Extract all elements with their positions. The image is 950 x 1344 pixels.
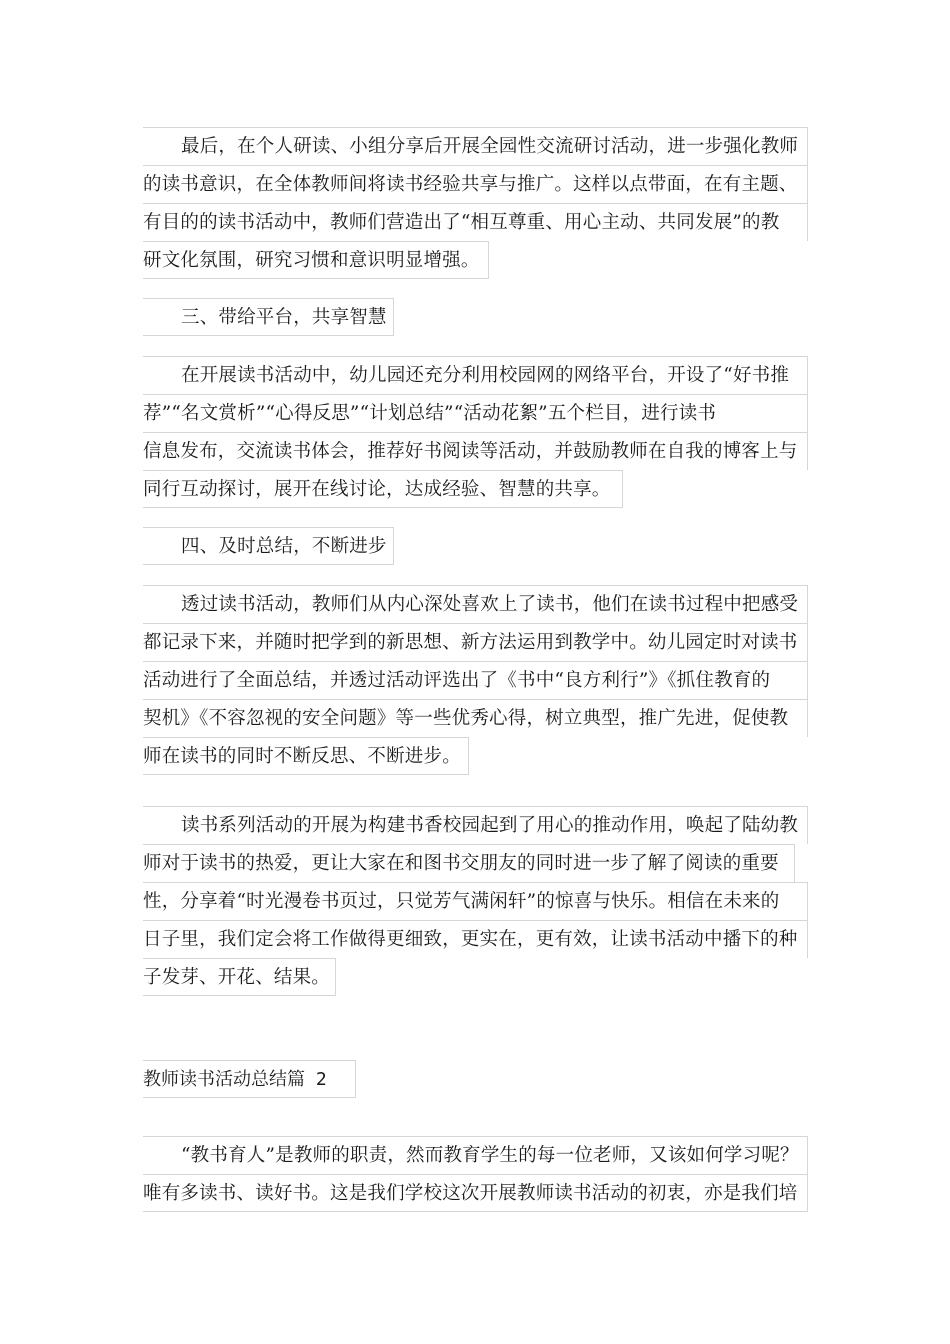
text-line: 子发芽、开花、结果。 xyxy=(143,958,336,996)
text-line: 的读书意识，在全体教师间将读书经验共享与推广。这样以点带面，在有主题、 xyxy=(143,165,808,203)
text-line: 契机》《不容忽视的安全问题》等一些优秀心得，树立典型，推广先进，促使教 xyxy=(143,699,808,737)
paragraph-network-platform xyxy=(143,356,808,508)
text-line: 读书系列活动的开展为构建书香校园起到了用心的推动作用，唤起了陆幼教 xyxy=(143,806,808,844)
text-line: 有目的的读书活动中，教师们营造出了“相互尊重、用心主动、共同发展”的教 xyxy=(143,203,808,241)
section-heading-three xyxy=(143,298,808,336)
text-line: 师对于读书的热爱，更让大家在和图书交朋友的同时进一步了解了阅读的重要 xyxy=(143,844,795,882)
text-line: 日子里，我们定会将工作做得更细致，更实在，更有效，让读书活动中播下的种 xyxy=(143,920,808,958)
section-title-part-2 xyxy=(143,1060,808,1098)
heading-text: 三、带给平台，共享智慧 xyxy=(143,298,394,336)
text-line: 性，分享着“时光漫卷书页过，只觉芳气满闲轩”的惊喜与快乐。相信在未来的 xyxy=(143,882,808,920)
paragraph-summary xyxy=(143,585,808,775)
heading-text: 四、及时总结，不断进步 xyxy=(143,527,394,565)
text-line: 唯有多读书、读好书。这是我们学校这次开展教师读书活动的初衷，亦是我们培 xyxy=(143,1174,808,1212)
title-text: 教师读书活动总结篇 2 xyxy=(143,1060,356,1098)
section-heading-four xyxy=(143,527,808,565)
text-line: 师在读书的同时不断反思、不断进步。 xyxy=(143,737,469,775)
text-line: “教书育人”是教师的职责，然而教育学生的每一位老师，又该如何学习呢？ xyxy=(143,1136,808,1174)
text-line: 最后，在个人研读、小组分享后开展全园性交流研讨活动，进一步强化教师 xyxy=(143,127,808,165)
paragraph-final-exchange xyxy=(143,127,808,279)
text-line: 在开展读书活动中，幼儿园还充分利用校园网的网络平台，开设了“好书推 xyxy=(143,356,808,394)
text-line: 信息发布，交流读书体会，推荐好书阅读等活动，并鼓励教师在自我的博客上与 xyxy=(143,432,808,470)
text-line: 研文化氛围，研究习惯和意识明显增强。 xyxy=(143,241,489,279)
text-line: 都记录下来，并随时把学到的新思想、新方法运用到教学中。幼儿园定时对读书 xyxy=(143,623,808,661)
paragraph-conclusion xyxy=(143,806,808,996)
text-line: 同行互动探讨，展开在线讨论，达成经验、智慧的共享。 xyxy=(143,470,623,508)
text-line: 活动进行了全面总结，并透过活动评选出了《书中“良方利行”》《抓住教育的 xyxy=(143,661,808,699)
text-line: 透过读书活动，教师们从内心深处喜欢上了读书，他们在读书过程中把感受 xyxy=(143,585,808,623)
text-line: 荐”“名文赏析”“心得反思”“计划总结”“活动花絮”五个栏目，进行读书 xyxy=(143,394,808,432)
paragraph-teaching-intro xyxy=(143,1136,808,1212)
